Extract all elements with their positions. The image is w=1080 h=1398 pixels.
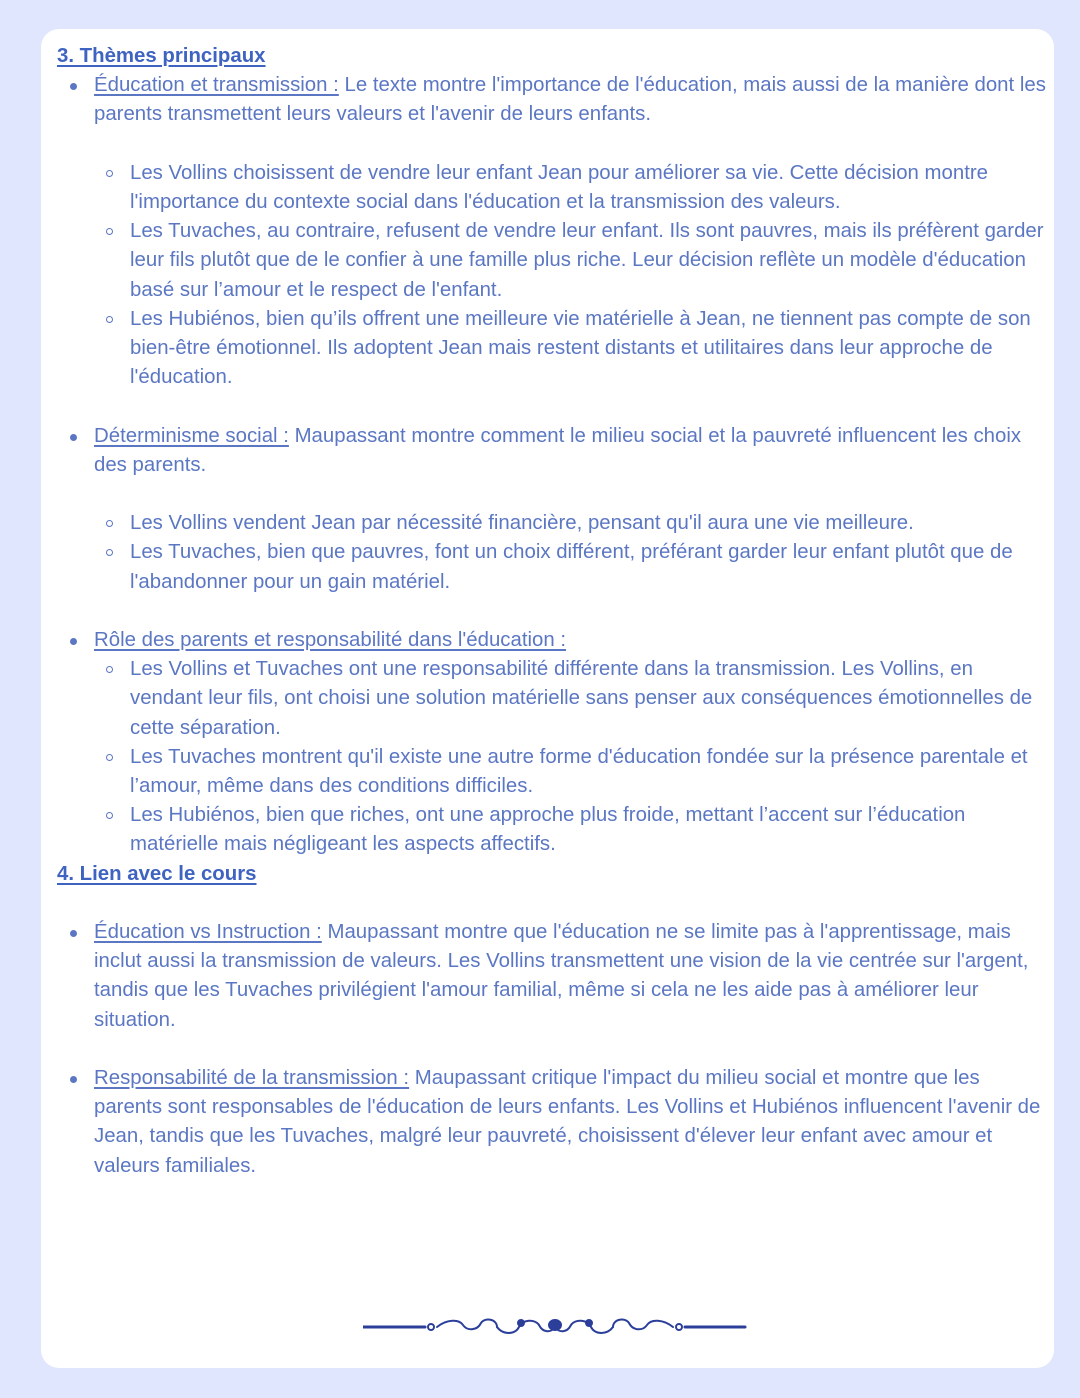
sub-list: [94, 509, 1047, 597]
link-education-instruction: [57, 918, 1047, 1064]
item-label: Déterminisme social :: [94, 424, 289, 447]
item-text: Maupassant montre que l'éducation ne se limite pas à l'apprentissage, mais inclut aussi la transmission de valeurs. Les Vollins transmettent une vision de la vie centrée sur l'argent, tandis que les Tuvaches privilégient l'amour familial, même si cela ne les aide pas à améliorer leur situation.: [94, 921, 1029, 1031]
item-label: Responsabilité de la transmission :: [94, 1067, 410, 1090]
item-text: Le texte montre l'importance de l'éducation, mais aussi de la manière dont les parents transmettent leurs valeurs et l'avenir de leurs enfants.: [94, 74, 1046, 126]
decorative-divider-ornament: [363, 1315, 747, 1339]
section-4-list: [57, 918, 1047, 1181]
sub-item: Les Tuvaches montrent qu'il existe une autre forme d'éducation fondée sur la présence parentale et l’amour, même dans des conditions difficiles.: [94, 743, 1047, 801]
link-responsabilite-transmission: [57, 1064, 1047, 1181]
item-label: Éducation vs Instruction :: [94, 921, 322, 944]
item-label: Rôle des parents et responsabilité dans l'éducation :: [94, 629, 567, 651]
sub-item: Les Vollins vendent Jean par nécessité financière, pensant qu'il aura une vie meilleure.: [94, 509, 1047, 538]
theme-education-transmission: [57, 71, 1047, 421]
sub-item: Les Tuvaches, bien que pauvres, font un choix différent, préférant garder leur enfant plutôt que de l'abandonner pour un gain matériel.: [94, 538, 1047, 596]
theme-determinisme-social: [57, 422, 1047, 626]
sub-item: Les Hubiénos, bien que riches, ont une approche plus froide, mettant l’accent sur l’éducation matérielle mais négligeant les aspects affectifs.: [94, 801, 1047, 859]
sub-item: Les Vollins et Tuvaches ont une responsabilité différente dans la transmission. Les Vollins, en vendant leur fils, ont choisi une solution matérielle sans penser aux conséquences émotionnelles de cette séparation.: [94, 655, 1047, 743]
sub-list: [94, 159, 1047, 393]
item-text: Maupassant critique l'impact du milieu social et montre que les parents sont responsables de l'éducation de leurs enfants. Les Vollins et Hubiénos influencent l'avenir de Jean, tandis que les Tuvaches, malgré leur pauvreté, choisissent d'élever leur enfant avec amour et valeurs familiales.: [94, 1067, 1041, 1177]
sub-item: Les Tuvaches, au contraire, refusent de vendre leur enfant. Ils sont pauvres, mais ils préfèrent garder leur fils plutôt que de le confier à une famille plus riche. Leur décision reflète un modèle d'éducation basé sur l’amour et le respect de l'enfant.: [94, 217, 1047, 305]
theme-role-parents: [57, 626, 1047, 860]
item-text: Maupassant montre comment le milieu social et la pauvreté influencent les choix des parents.: [94, 424, 1022, 476]
section-3-list: [57, 71, 1047, 859]
page-card: [41, 29, 1054, 1368]
item-label: Éducation et transmission :: [94, 74, 339, 97]
document-content: [57, 42, 1047, 1181]
sub-item: Les Vollins choisissent de vendre leur enfant Jean pour améliorer sa vie. Cette décision montre l'importance du contexte social dans l'éducation et la transmission des valeurs.: [94, 159, 1047, 217]
section-3-heading: 3. Thèmes principaux: [57, 45, 266, 67]
sub-list: [94, 655, 1047, 859]
sub-item: Les Hubiénos, bien qu’ils offrent une meilleure vie matérielle à Jean, ne tiennent pas compte de son bien-être émotionnel. Ils adoptent Jean mais restent distants et utilitaires dans leur approche de l'éducation.: [94, 305, 1047, 393]
section-4-heading: 4. Lien avec le cours: [57, 862, 257, 885]
